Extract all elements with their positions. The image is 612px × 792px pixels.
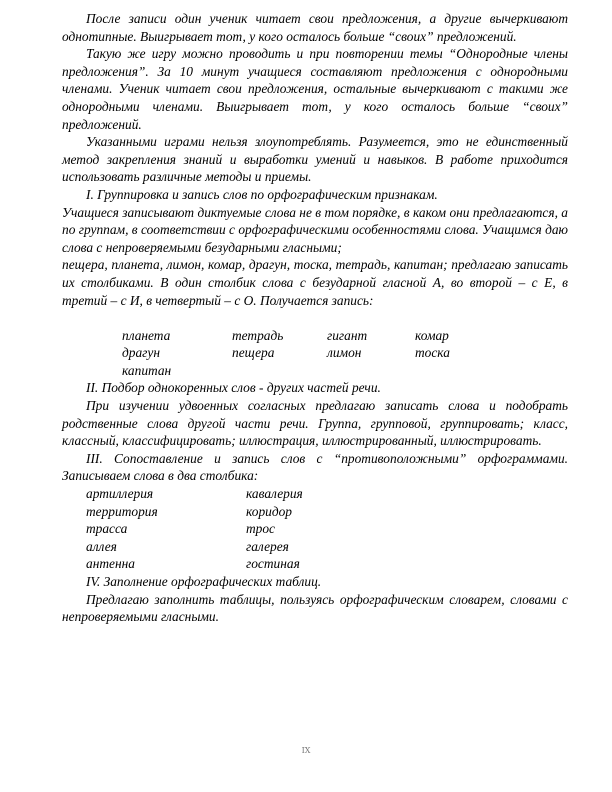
word-pair-columns — [86, 485, 568, 573]
paragraph: пещера, планета, лимон, комар, драгун, тоска, тетрадь, капитан; предлагаю записать их столбиками. В один столбик слова с безударной гласной А, во второй – с Е, в третий – с И, в четвертый – с О. Получается запись: — [62, 257, 568, 308]
paragraph: После записи один ученик читает свои предложения, а другие вычеркивают однотипные. Выигрывает тот, у кого осталось больше “своих” предложений. — [62, 11, 568, 44]
word-cell: аллея — [86, 538, 117, 554]
word-cell: территория — [86, 503, 158, 519]
paragraph: Такую же игру можно проводить и при повторении темы “Однородные члены предложения”. За 10 минут учащиеся составляют предложения с однородными членами. Ученик читает свои предложения, остальные вычеркивают с такими же однородными членами. Выигрывает тот, у кого осталось больше “своих” предложений. — [62, 46, 568, 132]
word-cell: планета — [122, 327, 171, 343]
word-cell: галерея — [246, 538, 289, 554]
word-cell: драгун — [122, 345, 160, 361]
word-cell: лимон — [327, 345, 362, 361]
paragraph: Предлагаю заполнить таблицы, пользуясь орфографическим словарем, словами с непроверяемыми гласными. — [62, 591, 568, 625]
section-heading-4: IV. Заполнение орфографических таблиц. — [86, 574, 322, 589]
word-cell: тоска — [415, 345, 450, 361]
section-heading-3: III. Сопоставление и запись слов с “противоположными” орфограммами. Записываем слова в два столбика: — [62, 450, 568, 484]
word-cell: кавалерия — [246, 486, 303, 502]
word-cell: антенна — [86, 556, 135, 572]
paragraph: Учащиеся записывают диктуемые слова не в том порядке, в каком они предлагаются, а по группам, в соответствии с орфографическими особенностями слова. Учащимся даю слова с непроверяемыми безударными гласными; — [62, 204, 568, 255]
page-number: IX — [301, 746, 311, 755]
word-cell: трасса — [86, 521, 128, 537]
word-cell: артиллерия — [86, 486, 154, 502]
word-cell: капитан — [122, 362, 172, 378]
word-cell: трос — [246, 521, 276, 537]
word-cell: пещера — [232, 345, 275, 361]
paragraph: При изучении удвоенных согласных предлагаю записать слова и подобрать родственные слова другой части речи. Группа, групповой, группировать; класс, классный, классифицировать; иллюстрация, иллюстрированный, иллюстрировать. — [62, 398, 568, 449]
word-cell: коридор — [246, 503, 293, 519]
word-cell — [415, 362, 495, 380]
word-cell: гигант — [327, 327, 368, 343]
word-cell — [327, 362, 415, 380]
document-page — [62, 10, 568, 626]
word-cell: тетрадь — [232, 327, 284, 343]
word-cell: комар — [415, 327, 449, 343]
word-columns — [122, 327, 568, 380]
word-cell — [232, 362, 327, 380]
section-heading-1: I. Группировка и запись слов по орфографическим признакам. — [86, 186, 438, 202]
word-cell: гостиная — [246, 556, 300, 572]
paragraph: Указанными играми нельзя злоупотреблять. Разумеется, это не единственный метод закрепления знаний и выработки умений и навыков. В работе приходится использовать различные методы и приемы. — [62, 134, 568, 185]
section-heading-2: II. Подбор однокоренных слов - других частей речи. — [86, 380, 381, 396]
blank-line — [62, 309, 568, 327]
